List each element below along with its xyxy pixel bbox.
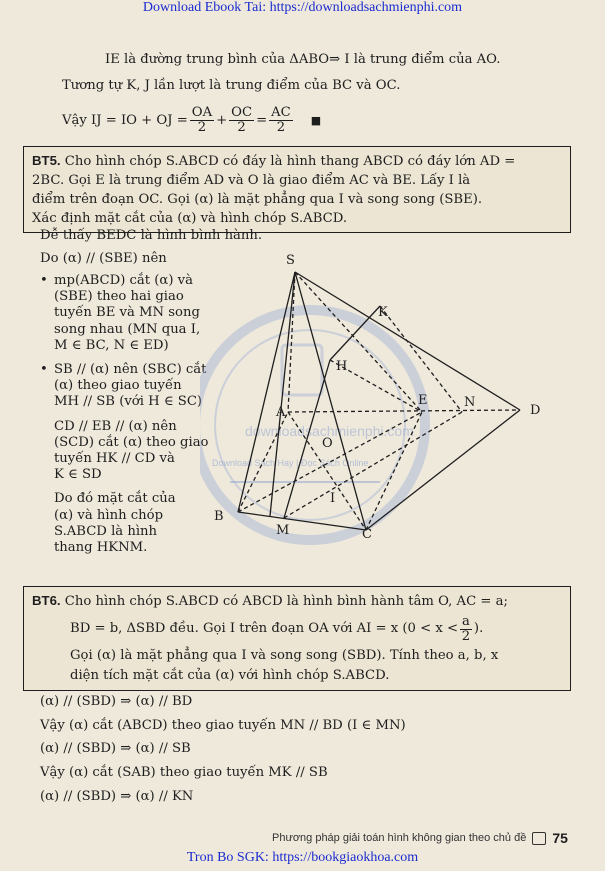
fraction-a-over-2: $\frac{a}{2}$ [461,613,471,644]
text-line: M ∈ BC, N ∈ ED) [54,337,169,353]
sol5-line-1: Dễ thấy BEDC là hình bình hành. [40,228,263,243]
sol5-bullet-2: • SB // (α) nên (SBC) cắt (α) theo giao tuyến MH // SB (với H ∈ SC) [40,362,216,411]
bt6-label: BT6. [32,593,61,608]
sol6-line-5: (α) // (SBD) ⇒ (α) // KN [40,789,194,804]
text-line: CD // EB // (α) nên [54,418,177,434]
sol5-line-2: Do (α) // (SBE) nên [40,251,167,266]
text-line: mp(ABCD) cắt (α) và [54,273,193,288]
label-b: B [214,509,224,524]
text-line: SB // (α) nên (SBC) cắt [54,362,207,378]
sol6-line-4: Vậy (α) cắt (SAB) theo giao tuyến MK // SB [40,765,328,780]
label-n: N [464,395,476,410]
label-m: M [276,523,290,538]
text-line: song nhau (MN qua I, [54,321,201,337]
sol6-line-3: (α) // (SBD) ⇒ (α) // SB [40,741,191,756]
label-h: H [336,359,348,374]
label-o: O [322,436,333,451]
intro-line-2: Tương tự K, J lần lượt là trung điểm của BC và OC. [62,78,401,93]
fraction-oc: $\frac{OC}{2}$ [231,104,253,135]
label-e: E [418,393,428,408]
label-c: C [362,527,372,542]
formula-prefix: Vậy IJ = IO + OJ = [62,112,188,128]
label-a: A [276,405,286,420]
sol5-para-4 [40,491,216,556]
page-footer [272,830,568,846]
fraction-oa: $\frac{OA}{2}$ [191,104,213,135]
text-line: MH // SB (với H ∈ SC) [54,394,203,410]
watermark-text-2: Download Sách Hay | Đọc Sách Online [212,458,369,468]
sol5-para-3 [40,419,216,484]
header-download-link[interactable]: Download Ebook Tai: https://downloadsachmienphi.com [142,0,463,15]
bt5-label: BT5. [32,153,61,168]
label-k: K [378,305,388,320]
qed-mark: ■ [310,113,322,127]
sol5-column [40,273,216,556]
pyramid-figure [200,240,580,590]
label-s: S [286,253,295,268]
page-number: 75 [552,830,568,846]
text-line: (α) và hình chóp [54,507,164,523]
watermark [200,310,425,540]
text-line: thang HKNM. [54,540,148,556]
text-line: Do đó mặt cắt của [54,491,176,507]
sol6-line-2: Vậy (α) cắt (ABCD) theo giao tuyến MN // BD (I ∈ MN) [40,718,406,733]
footer-sgk-link[interactable]: Tron Bo SGK: https://bookgiaokhoa.com [186,850,419,865]
text-line: (SBE) theo hai giao [54,289,184,305]
fraction-ac: $\frac{AC}{2}$ [271,104,291,135]
footer-text: Phương pháp giải toán hình không gian theo chủ đề [272,832,527,844]
intro-formula: Vậy IJ = IO + OJ = $\frac{OA}{2}$ + $\frac{OC}{2}$ = $\frac{AC}{2}$ ■ [62,104,322,135]
text-line: tuyến BE và MN song [54,305,200,321]
sol5-bullet-1: • mp(ABCD) cắt (α) và (SBE) theo hai giao tuyến BE và MN song song nhau (MN qua I, M ∈ BC, N ∈ ED) [40,273,216,354]
edge-sa [288,272,295,412]
edge-sb [238,272,295,512]
text-line: K ∈ SD [54,467,102,483]
sol6-line-1: (α) // (SBD) ⇒ (α) // BD [40,694,193,709]
problem-bt6-box: BT6. Cho hình chóp S.ABCD có ABCD là hình bình hành tâm O, AC = a; BD = b, ΔSBD đều. Gọi I trên đoạn OA với AI = x (0 < x < $\frac{a}{2}$ ). Gọi (α) là mặt phẳng qua I và song song (SBD). Tính theo a, b, x diện tích mặt cắt của (α) với hình chóp S.ABCD. [23,586,571,691]
text-line: S.ABCD là hình [54,523,158,539]
text-line: (α) theo giao tuyến [54,378,182,394]
text-line: tuyến HK // CD và [54,451,175,467]
problem-bt5-box: BT5. Cho hình chóp S.ABCD có đáy là hình thang ABCD có đáy lớn AD = 2BC. Gọi E là trung điểm AD và O là giao điểm AC và BE. Lấy I là điểm trên đoạn OC. Gọi (α) là mặt phẳng qua I và song song (SBE). Xác định mặt cắt của (α) và hình chóp S.ABCD. [23,146,571,233]
intro-line-1: IE là đường trung bình của ΔABO⇒ I là trung điểm của AO. [105,52,501,67]
label-d: D [530,403,541,418]
book-icon [532,832,546,845]
watermark-text-1: downloadsachmienphi.com [245,423,414,439]
text-line: (SCD) cắt (α) theo giao [54,434,209,450]
label-i: I [330,491,336,506]
